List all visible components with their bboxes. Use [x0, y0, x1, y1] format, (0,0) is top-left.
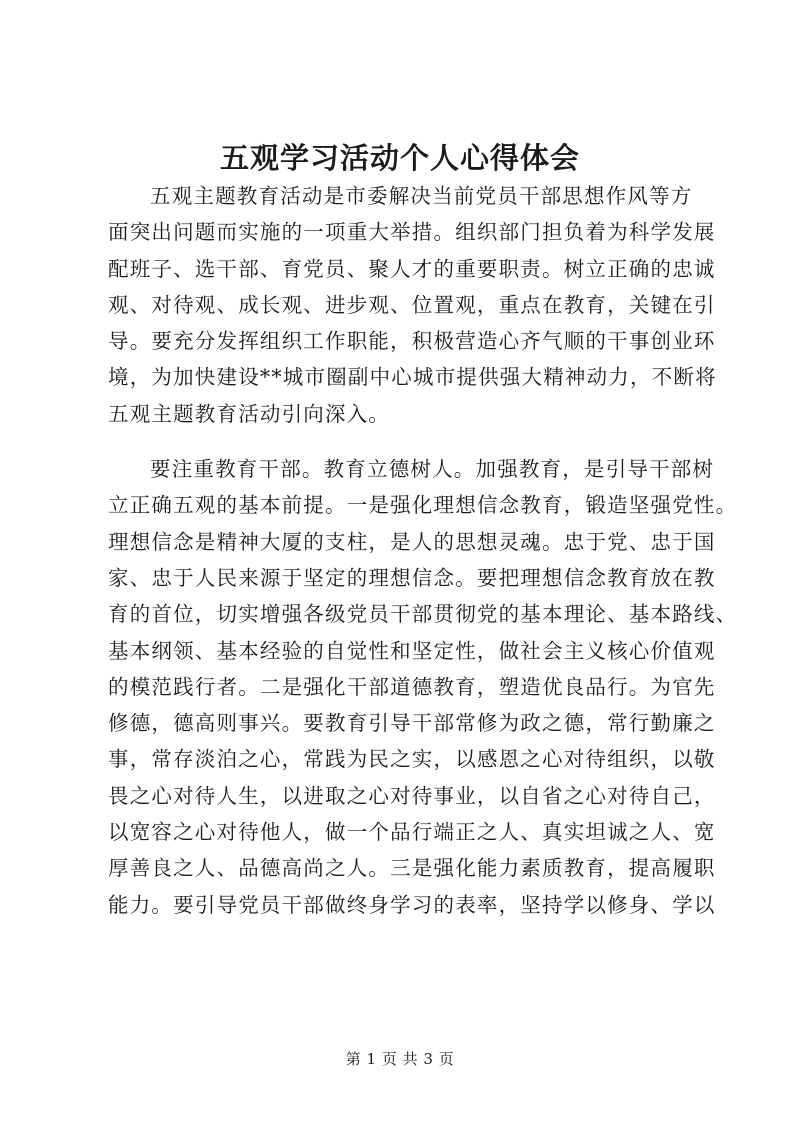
paragraph-line: 理想信念是精神大厦的支柱，是人的思想灵魂。忠于党、忠于国: [108, 529, 716, 554]
paragraph-line: 立正确五观的基本前提。一是强化理想信念教育，锻造坚强党性。: [108, 493, 738, 518]
paragraph-1: [108, 178, 717, 432]
paragraph-line: 畏之心对待人生，以进取之心对待事业，以自省之心对待自己，: [108, 783, 716, 808]
paragraph-line: 事，常存淡泊之心，常践为民之实，以感恩之心对待组织，以敬: [108, 747, 716, 772]
paragraph-line: 的模范践行者。二是强化干部道德教育，塑造优良品行。为官先: [108, 674, 716, 699]
paragraph-line: 育的首位，切实增强各级党员干部贯彻党的基本理论、基本路线、: [108, 602, 738, 627]
document-title: 五观学习活动个人心得体会: [219, 141, 580, 175]
paragraph-2: [108, 451, 738, 923]
paragraph-line: 五观主题教育活动是市委解决当前党员干部思想作风等方: [150, 184, 693, 208]
paragraph-line: 五观主题教育活动引向深入。: [108, 401, 391, 426]
paragraph-line: 修德，德高则事兴。要教育引导干部常修为政之德，常行勤廉之: [108, 711, 716, 736]
paragraph-line: 厚善良之人、品德高尚之人。三是强化能力素质教育，提高履职: [108, 856, 716, 881]
paragraph-line: 导。要充分发挥组织工作职能，积极营造心齐气顺的干事创业环: [108, 329, 716, 354]
paragraph-line: 基本纲领、基本经验的自觉性和坚定性，做社会主义核心价值观: [108, 638, 716, 663]
page-footer: 第 1 页 共 3 页: [345, 1050, 455, 1068]
paragraph-line: 能力。要引导党员干部做终身学习的表率，坚持学以修身、学以: [108, 892, 716, 917]
paragraph-line: 配班子、选干部、育党员、聚人才的重要职责。树立正确的忠诚: [108, 256, 716, 281]
paragraph-line: 家、忠于人民来源于坚定的理想信念。要把理想信念教育放在教: [108, 565, 716, 590]
document-body: [108, 178, 738, 923]
paragraph-line: 要注重教育干部。教育立德树人。加强教育，是引导干部树: [150, 457, 715, 482]
paragraph-line: 面突出问题而实施的一项重大举措。组织部门担负着为科学发展: [108, 220, 716, 245]
paragraph-line: 观、对待观、成长观、进步观、位置观，重点在教育，关键在引: [108, 292, 716, 317]
paragraph-line: 境，为加快建设**城市圈副中心城市提供强大精神动力，不断将: [108, 365, 717, 390]
paragraph-spacer: [108, 432, 694, 451]
paragraph-line: 以宽容之心对待他人，做一个品行端正之人、真实坦诚之人、宽: [108, 820, 716, 845]
